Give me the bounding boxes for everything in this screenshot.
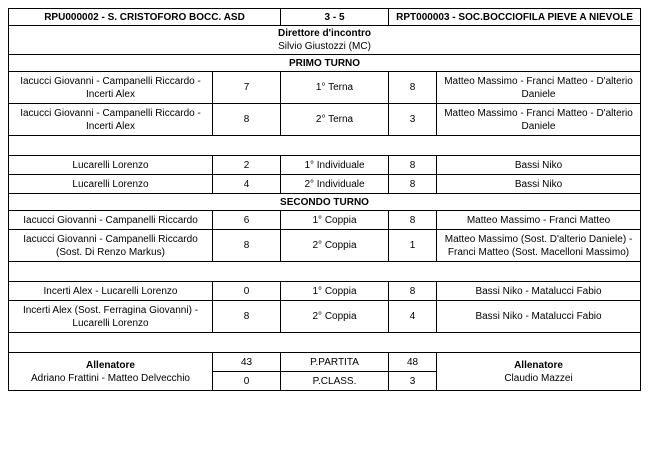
away-players: Matteo Massimo - Franci Matteo - D'alterio Daniele — [437, 104, 641, 136]
home-coach-cell — [9, 353, 213, 391]
section-title-first: PRIMO TURNO — [9, 55, 641, 72]
away-coach-label: Allenatore — [514, 359, 563, 371]
match-row — [9, 175, 641, 194]
away-players: Bassi Niko — [437, 175, 641, 194]
away-players: Bassi Niko - Matalucci Fabio — [437, 301, 641, 333]
home-score: 0 — [213, 282, 281, 301]
away-match-points: 48 — [389, 353, 437, 372]
home-players: Iacucci Giovanni - Campanelli Riccardo (Sost. Di Renzo Markus) — [9, 230, 213, 262]
home-score: 7 — [213, 72, 281, 104]
home-match-points: 43 — [213, 353, 281, 372]
match-type: 1° Terna — [281, 72, 389, 104]
away-score: 8 — [389, 72, 437, 104]
section-row — [9, 55, 641, 72]
match-report-table — [8, 8, 641, 391]
away-players: Matteo Massimo - Franci Matteo — [437, 211, 641, 230]
away-score: 1 — [389, 230, 437, 262]
away-score: 8 — [389, 156, 437, 175]
home-players: Incerti Alex - Lucarelli Lorenzo — [9, 282, 213, 301]
match-score: 3 - 5 — [281, 9, 389, 26]
home-players: Iacucci Giovanni - Campanelli Riccardo - Incerti Alex — [9, 104, 213, 136]
away-score: 8 — [389, 175, 437, 194]
away-players: Matteo Massimo (Sost. D'alterio Daniele) - Franci Matteo (Sost. Macelloni Massimo) — [437, 230, 641, 262]
home-players: Lucarelli Lorenzo — [9, 175, 213, 194]
home-players: Iacucci Giovanni - Campanelli Riccardo — [9, 211, 213, 230]
class-points-label: P.CLASS. — [281, 372, 389, 391]
match-row — [9, 156, 641, 175]
away-team: RPT000003 - SOC.BOCCIOFILA PIEVE A NIEVOLE — [389, 9, 641, 26]
home-score: 6 — [213, 211, 281, 230]
away-class-points: 3 — [389, 372, 437, 391]
match-type: 2° Coppia — [281, 230, 389, 262]
home-score: 8 — [213, 301, 281, 333]
home-players: Iacucci Giovanni - Campanelli Riccardo - Incerti Alex — [9, 72, 213, 104]
footer-row-points — [9, 353, 641, 372]
director-name: Silvio Giustozzi (MC) — [278, 41, 371, 52]
empty-row — [9, 136, 641, 156]
home-score: 2 — [213, 156, 281, 175]
match-type: 1° Coppia — [281, 211, 389, 230]
away-score: 8 — [389, 211, 437, 230]
away-score: 4 — [389, 301, 437, 333]
match-row — [9, 211, 641, 230]
away-score: 3 — [389, 104, 437, 136]
home-class-points: 0 — [213, 372, 281, 391]
match-type: 2° Terna — [281, 104, 389, 136]
match-type: 1° Individuale — [281, 156, 389, 175]
section-row — [9, 194, 641, 211]
away-score: 8 — [389, 282, 437, 301]
match-row — [9, 282, 641, 301]
match-points-label: P.PARTITA — [281, 353, 389, 372]
match-row — [9, 72, 641, 104]
away-coach-cell — [437, 353, 641, 391]
empty-row — [9, 262, 641, 282]
match-row — [9, 104, 641, 136]
home-score: 8 — [213, 104, 281, 136]
header-row — [9, 9, 641, 26]
match-type: 2° Coppia — [281, 301, 389, 333]
director-row — [9, 26, 641, 55]
home-players: Lucarelli Lorenzo — [9, 156, 213, 175]
home-coach-label: Allenatore — [86, 359, 135, 371]
home-score: 8 — [213, 230, 281, 262]
home-team: RPU000002 - S. CRISTOFORO BOCC. ASD — [9, 9, 281, 26]
away-players: Bassi Niko — [437, 156, 641, 175]
match-type: 1° Coppia — [281, 282, 389, 301]
home-score: 4 — [213, 175, 281, 194]
match-row — [9, 301, 641, 333]
away-players: Bassi Niko - Matalucci Fabio — [437, 282, 641, 301]
section-title-second: SECONDO TURNO — [9, 194, 641, 211]
director-label: Direttore d'incontro — [278, 28, 371, 39]
away-players: Matteo Massimo - Franci Matteo - D'alterio Daniele — [437, 72, 641, 104]
home-players: Incerti Alex (Sost. Ferragina Giovanni) - Lucarelli Lorenzo — [9, 301, 213, 333]
empty-row — [9, 333, 641, 353]
away-coach-names: Claudio Mazzei — [504, 372, 573, 384]
match-row — [9, 230, 641, 262]
match-type: 2° Individuale — [281, 175, 389, 194]
home-coach-names: Adriano Frattini - Matteo Delvecchio — [31, 372, 190, 384]
